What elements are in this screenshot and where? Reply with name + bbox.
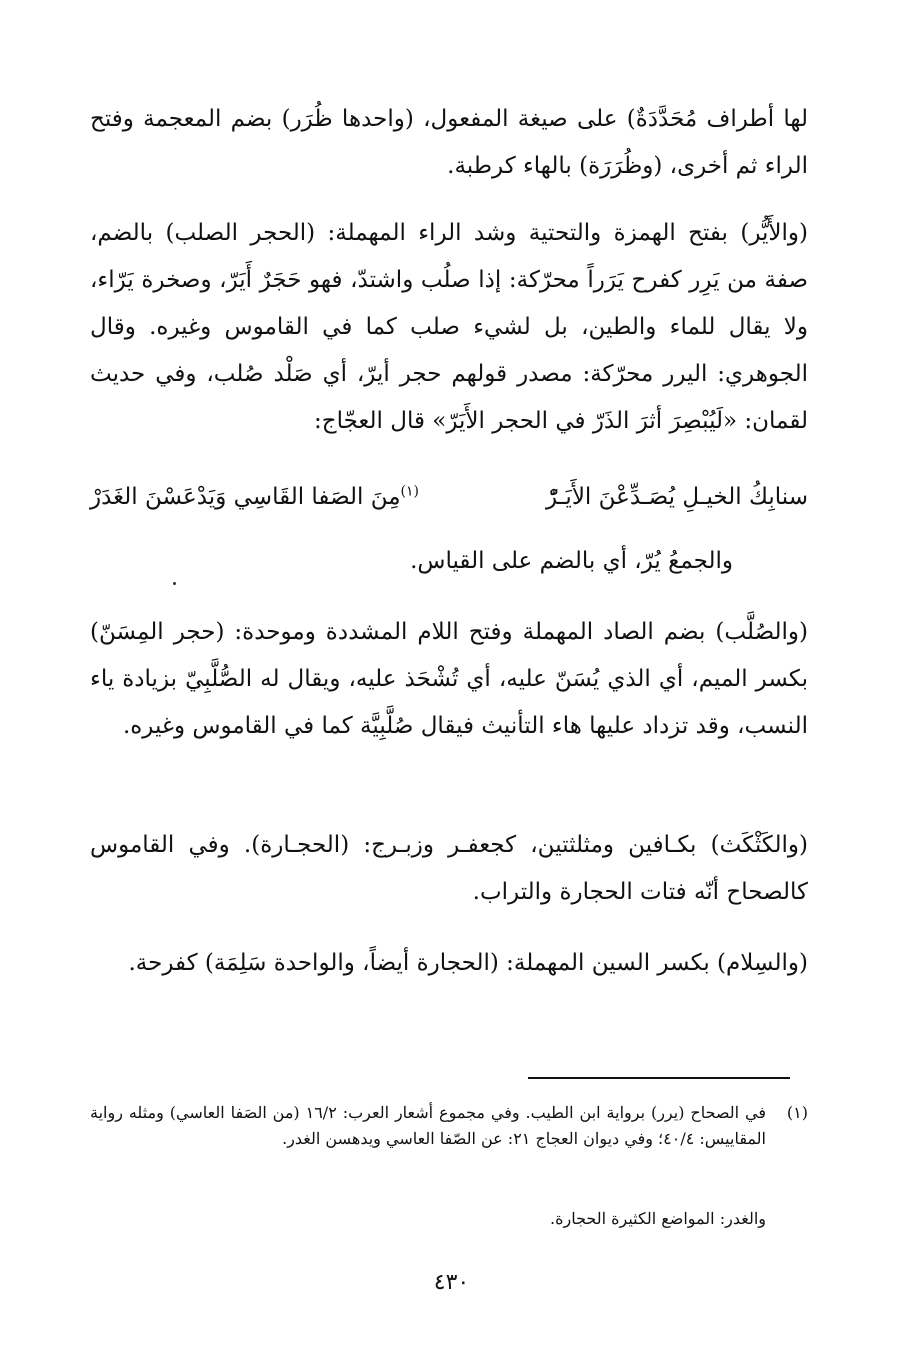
plural-note: والجمعُ يُرّ، أي بالضم على القياس. (410, 548, 733, 574)
verse-line (90, 472, 808, 522)
paragraph-ayyar: (والأَيُّر) بفتح الهمزة والتحتية وشد الراء المهملة: (الحجر الصلب) بالضم، صفة من يَرِر كفرح يَرَراً محرّكة: إذا صلُب واشتدّ، فهو حَجَرٌ أَيَرّ، وصخرة يَرّاء، ولا يقال للماء والطين، بل لشيء صلب كما في القاموس وغيره. وقال الجوهري: اليرر محرّكة: مصدر قولهم حجر أيرّ، أي صَلْد صُلب، وفي حديث لقمان: «لَيُبْصِرَ أثرَ الذَرّ في الحجر الأَيَرّ» قال العجّاج: (90, 220, 808, 434)
verse-hemistich-1: سنابِكُ الخيـلِ يُصَـدِّعْنَ الأَيَـرّْ (545, 484, 808, 510)
paragraph-1: لها أطراف مُحَدَّدَةٌ) على صيغة المفعول، (واحدها ظُرَر) بضم المعجمة وفتح الراء ثم أخرى، (وظُرَرَة) بالهاء كرطبة. (90, 106, 808, 179)
page-number: ٤٣٠ (433, 1270, 470, 1295)
paragraph-silam: (والسِلام) بكسر السين المهملة: (الحجارة أيضاً، والواحدة سَلِمَة) كفرحة. (128, 950, 808, 976)
footnote-1 (90, 1100, 808, 1152)
stray-dot (173, 582, 176, 585)
footnote-text: في الصحاح (يرر) برواية ابن الطيب. وفي مجموع أشعار العرب: ١٦/٢ (من الصَفا العاسي) ومثله رواية المقاييس: ٤٠/٤؛ وفي ديوان العجاج ٢١: عن الصّفا العاسي ويدهسن الغدر. (90, 1103, 767, 1148)
footnote-gloss: والغدر: المواضع الكثيرة الحجارة. (550, 1209, 766, 1228)
verse-hemistich-2 (90, 472, 419, 522)
paragraph-kathkath: (والكَثْكَث) بكـافين ومثلثتين، كجعفـر وزبـرج: (الحجـارة). وفي القاموس كالصحاح أنّه فتات الحجارة والتراب. (90, 832, 808, 905)
verse-hemistich-2-text: مِنَ الصَفا القَاسِي وَيَدْعَسْنَ الغَدَرْ (90, 484, 401, 510)
paragraph-sullab: (والصُلَّب) بضم الصاد المهملة وفتح اللام المشددة وموحدة: (حجر المِسَنّ) بكسر الميم، أي الذي يُسَنّ عليه، أي تُشْحَذ عليه، ويقال له الصُّلَّبِيّ بزيادة ياء النسب، وقد تزداد عليها هاء التأنيث فيقال صُلَّبِيَّة كما في القاموس وغيره. (90, 619, 808, 739)
footnote-marker: (١) (400, 483, 420, 500)
footnote-divider (528, 1077, 790, 1079)
footnote-number: (١) (786, 1103, 808, 1122)
